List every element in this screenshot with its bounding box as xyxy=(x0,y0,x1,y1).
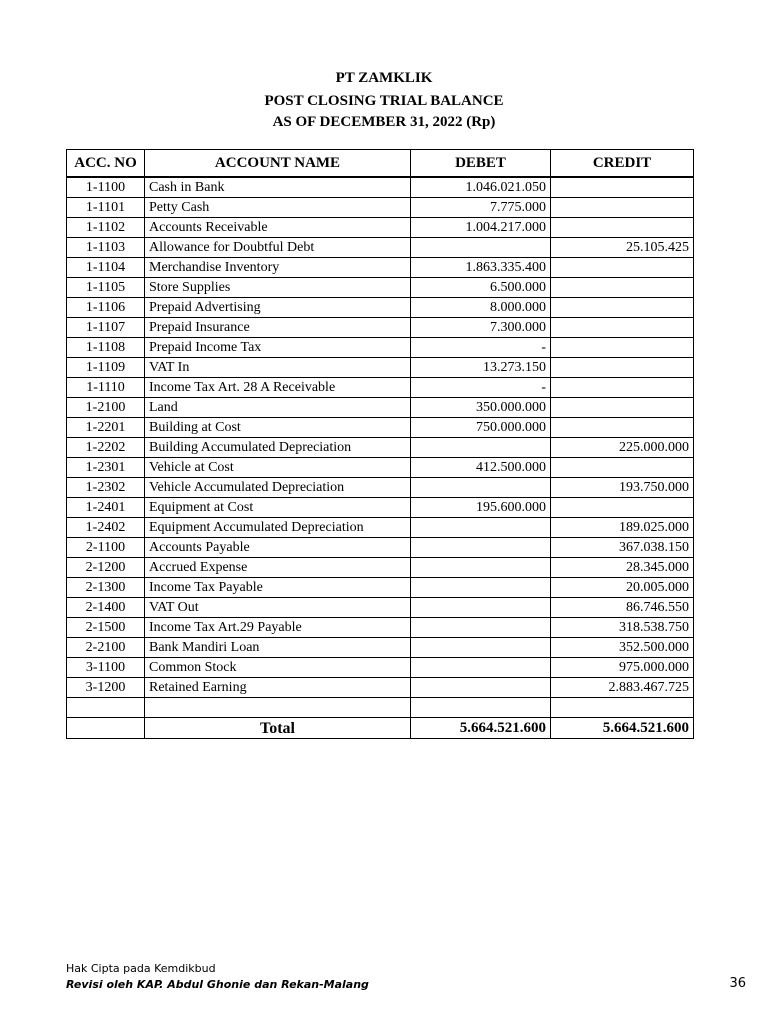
table-row xyxy=(67,538,694,558)
table-row xyxy=(67,658,694,678)
total-row xyxy=(67,718,694,739)
account-name: Allowance for Doubtful Debt xyxy=(145,238,411,258)
credit-amount: 318.538.750 xyxy=(551,618,694,638)
account-name: Prepaid Income Tax xyxy=(145,338,411,358)
account-name: Income Tax Payable xyxy=(145,578,411,598)
credit-amount xyxy=(551,498,694,518)
debet-amount: 350.000.000 xyxy=(411,398,551,418)
debet-amount xyxy=(411,538,551,558)
credit-amount xyxy=(551,458,694,478)
account-number: 1-1102 xyxy=(67,218,145,238)
debet-amount xyxy=(411,558,551,578)
table-row xyxy=(67,418,694,438)
table-row xyxy=(67,378,694,398)
account-name: Common Stock xyxy=(145,658,411,678)
account-name: Store Supplies xyxy=(145,278,411,298)
account-number: 2-1400 xyxy=(67,598,145,618)
debet-amount xyxy=(411,598,551,618)
account-name: Prepaid Advertising xyxy=(145,298,411,318)
debet-amount xyxy=(411,578,551,598)
account-name: VAT In xyxy=(145,358,411,378)
table-body xyxy=(67,177,694,698)
account-number: 1-1108 xyxy=(67,338,145,358)
table-row xyxy=(67,478,694,498)
total-credit: 5.664.521.600 xyxy=(551,718,694,739)
debet-amount: 412.500.000 xyxy=(411,458,551,478)
column-header-acc-no: ACC. NO xyxy=(67,150,145,178)
credit-amount: 193.750.000 xyxy=(551,478,694,498)
credit-amount xyxy=(551,177,694,198)
account-name: Petty Cash xyxy=(145,198,411,218)
table-row xyxy=(67,338,694,358)
account-number: 1-2100 xyxy=(67,398,145,418)
table-row xyxy=(67,258,694,278)
account-number: 1-2201 xyxy=(67,418,145,438)
debet-amount xyxy=(411,438,551,458)
account-name: Bank Mandiri Loan xyxy=(145,638,411,658)
debet-amount: - xyxy=(411,378,551,398)
debet-amount xyxy=(411,518,551,538)
account-number: 1-1101 xyxy=(67,198,145,218)
credit-amount: 367.038.150 xyxy=(551,538,694,558)
table-header-row xyxy=(67,150,694,178)
account-name: VAT Out xyxy=(145,598,411,618)
credit-amount xyxy=(551,218,694,238)
account-number: 1-2302 xyxy=(67,478,145,498)
debet-amount xyxy=(411,238,551,258)
account-name: Equipment at Cost xyxy=(145,498,411,518)
total-label: Total xyxy=(145,718,411,739)
column-header-debet: DEBET xyxy=(411,150,551,178)
credit-amount xyxy=(551,318,694,338)
debet-amount xyxy=(411,478,551,498)
account-name: Vehicle at Cost xyxy=(145,458,411,478)
debet-amount: 1.004.217.000 xyxy=(411,218,551,238)
account-number: 1-1103 xyxy=(67,238,145,258)
footer-revision: Revisi oleh KAP. Abdul Ghonie dan Rekan-Malang xyxy=(66,978,369,991)
account-number: 2-1300 xyxy=(67,578,145,598)
credit-amount xyxy=(551,258,694,278)
table-row xyxy=(67,598,694,618)
credit-amount: 86.746.550 xyxy=(551,598,694,618)
credit-amount xyxy=(551,298,694,318)
table-row xyxy=(67,558,694,578)
account-number: 2-1100 xyxy=(67,538,145,558)
table-row xyxy=(67,358,694,378)
debet-amount: 7.775.000 xyxy=(411,198,551,218)
credit-amount: 189.025.000 xyxy=(551,518,694,538)
account-number: 1-2301 xyxy=(67,458,145,478)
table-row xyxy=(67,198,694,218)
credit-amount xyxy=(551,358,694,378)
table-row xyxy=(67,218,694,238)
table-row xyxy=(67,638,694,658)
credit-amount: 975.000.000 xyxy=(551,658,694,678)
table-row xyxy=(67,278,694,298)
account-number: 1-1110 xyxy=(67,378,145,398)
credit-amount: 25.105.425 xyxy=(551,238,694,258)
trial-balance-table xyxy=(66,149,694,739)
account-name: Accounts Payable xyxy=(145,538,411,558)
credit-amount xyxy=(551,398,694,418)
table-row xyxy=(67,578,694,598)
account-number: 1-2402 xyxy=(67,518,145,538)
account-name: Cash in Bank xyxy=(145,177,411,198)
report-date: AS OF DECEMBER 31, 2022 (Rp) xyxy=(272,114,496,130)
table-row xyxy=(67,678,694,698)
account-name: Income Tax Art. 28 A Receivable xyxy=(145,378,411,398)
column-header-account-name: ACCOUNT NAME xyxy=(145,150,411,178)
debet-amount: 13.273.150 xyxy=(411,358,551,378)
account-number: 1-1109 xyxy=(67,358,145,378)
account-name: Accrued Expense xyxy=(145,558,411,578)
table-row xyxy=(67,318,694,338)
company-name: PT ZAMKLIK xyxy=(335,70,433,86)
debet-amount xyxy=(411,678,551,698)
credit-amount xyxy=(551,378,694,398)
credit-amount xyxy=(551,278,694,298)
account-number: 1-1107 xyxy=(67,318,145,338)
account-name: Income Tax Art.29 Payable xyxy=(145,618,411,638)
total-debet: 5.664.521.600 xyxy=(411,718,551,739)
account-number: 3-1100 xyxy=(67,658,145,678)
account-number: 1-2202 xyxy=(67,438,145,458)
debet-amount: 7.300.000 xyxy=(411,318,551,338)
table-row xyxy=(67,398,694,418)
account-number: 2-1200 xyxy=(67,558,145,578)
table-row xyxy=(67,518,694,538)
debet-amount: 750.000.000 xyxy=(411,418,551,438)
account-name: Prepaid Insurance xyxy=(145,318,411,338)
account-number: 1-1104 xyxy=(67,258,145,278)
debet-amount: 1.863.335.400 xyxy=(411,258,551,278)
credit-amount: 352.500.000 xyxy=(551,638,694,658)
table-row xyxy=(67,177,694,198)
credit-amount xyxy=(551,338,694,358)
debet-amount: 6.500.000 xyxy=(411,278,551,298)
table-row xyxy=(67,618,694,638)
credit-amount: 2.883.467.725 xyxy=(551,678,694,698)
account-number: 3-1200 xyxy=(67,678,145,698)
account-number: 2-2100 xyxy=(67,638,145,658)
table-row xyxy=(67,438,694,458)
account-name: Building Accumulated Depreciation xyxy=(145,438,411,458)
blank-row xyxy=(67,698,694,718)
footer-copyright: Hak Cipta pada Kemdikbud xyxy=(66,962,216,975)
column-header-credit: CREDIT xyxy=(551,150,694,178)
credit-amount: 28.345.000 xyxy=(551,558,694,578)
debet-amount: - xyxy=(411,338,551,358)
account-number: 1-2401 xyxy=(67,498,145,518)
account-number: 1-1100 xyxy=(67,177,145,198)
table-row xyxy=(67,238,694,258)
credit-amount xyxy=(551,198,694,218)
table-row xyxy=(67,298,694,318)
table-row xyxy=(67,498,694,518)
account-name: Retained Earning xyxy=(145,678,411,698)
credit-amount: 20.005.000 xyxy=(551,578,694,598)
credit-amount: 225.000.000 xyxy=(551,438,694,458)
debet-amount xyxy=(411,638,551,658)
table-row xyxy=(67,458,694,478)
account-name: Land xyxy=(145,398,411,418)
account-number: 1-1106 xyxy=(67,298,145,318)
account-name: Merchandise Inventory xyxy=(145,258,411,278)
account-name: Equipment Accumulated Depreciation xyxy=(145,518,411,538)
credit-amount xyxy=(551,418,694,438)
account-name: Vehicle Accumulated Depreciation xyxy=(145,478,411,498)
report-title: POST CLOSING TRIAL BALANCE xyxy=(264,93,504,109)
debet-amount: 195.600.000 xyxy=(411,498,551,518)
account-number: 2-1500 xyxy=(67,618,145,638)
account-name: Building at Cost xyxy=(145,418,411,438)
account-name: Accounts Receivable xyxy=(145,218,411,238)
debet-amount: 1.046.021.050 xyxy=(411,177,551,198)
debet-amount xyxy=(411,618,551,638)
page-number: 36 xyxy=(729,976,746,991)
debet-amount xyxy=(411,658,551,678)
account-number: 1-1105 xyxy=(67,278,145,298)
debet-amount: 8.000.000 xyxy=(411,298,551,318)
